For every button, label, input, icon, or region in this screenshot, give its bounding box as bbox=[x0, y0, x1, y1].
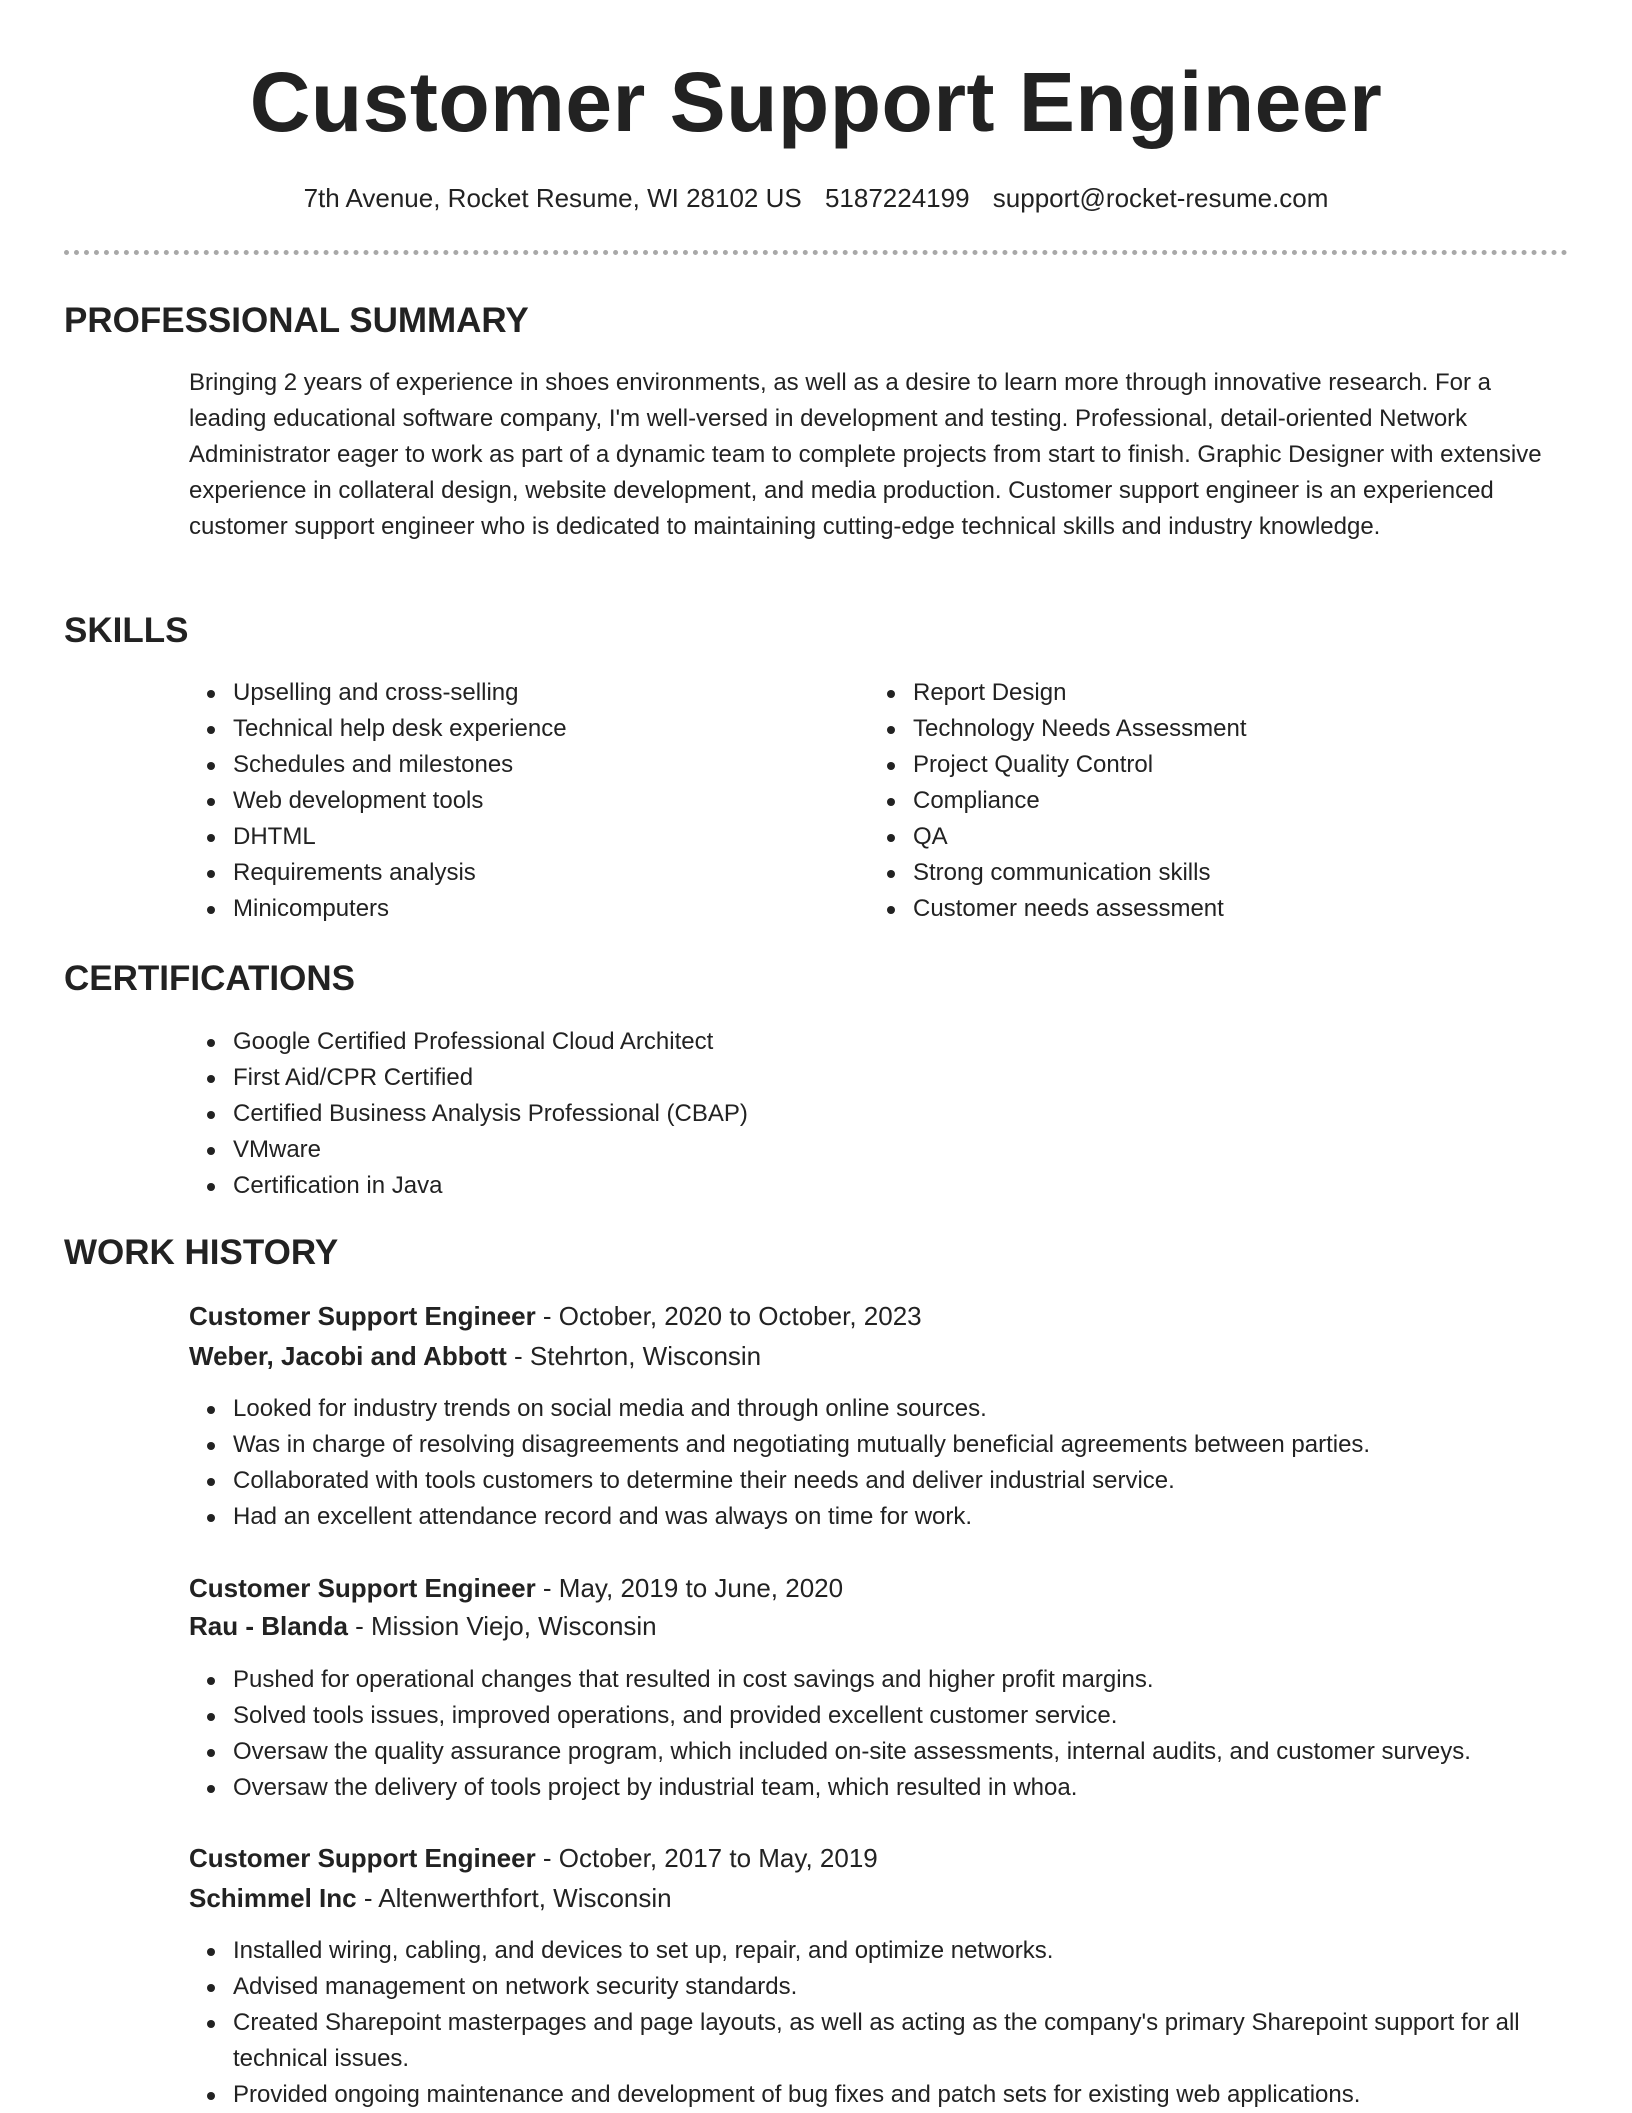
contact-phone: 5187224199 bbox=[824, 183, 970, 213]
summary-heading: PROFESSIONAL SUMMARY bbox=[64, 301, 529, 340]
list-item: Had an excellent attendance record and was always on time for work. bbox=[233, 1499, 1613, 1535]
job-location: - Stehrton, Wisconsin bbox=[506, 1341, 762, 1371]
list-item: Advised management on network security standards. bbox=[233, 1969, 1613, 2005]
list-item: Google Certified Professional Cloud Architect bbox=[233, 1024, 1533, 1060]
list-item: Provided ongoing maintenance and development of bug fixes and patch sets for existing web applications. bbox=[233, 2077, 1613, 2113]
list-item: Requirements analysis bbox=[233, 855, 833, 891]
job-title-line bbox=[189, 1298, 922, 1334]
list-item: Upselling and cross-selling bbox=[233, 675, 833, 711]
list-item: VMware bbox=[233, 1132, 1533, 1168]
list-item: QA bbox=[913, 819, 1513, 855]
list-item: Compliance bbox=[913, 783, 1513, 819]
page-title: Customer Support Engineer bbox=[249, 55, 1383, 149]
list-item: Certified Business Analysis Professional (CBAP) bbox=[233, 1096, 1533, 1132]
list-item: Customer needs assessment bbox=[913, 891, 1513, 927]
list-item: Looked for industry trends on social media and through online sources. bbox=[233, 1391, 1613, 1427]
contact-address: 7th Avenue, Rocket Resume, WI 28102 US bbox=[303, 183, 802, 213]
header-divider bbox=[64, 250, 1568, 255]
job-dates: - October, 2020 to October, 2023 bbox=[535, 1301, 922, 1331]
job-location: - Mission Viejo, Wisconsin bbox=[347, 1611, 657, 1641]
list-item: Certification in Java bbox=[233, 1168, 1533, 1204]
job-location: - Altenwerthfort, Wisconsin bbox=[356, 1883, 672, 1913]
list-item: Schedules and milestones bbox=[233, 747, 833, 783]
list-item: Pushed for operational changes that resulted in cost savings and higher profit margins. bbox=[233, 1662, 1613, 1698]
list-item: Was in charge of resolving disagreements and negotiating mutually beneficial agreements between parties. bbox=[233, 1427, 1613, 1463]
job-company-line bbox=[189, 1880, 672, 1916]
contact-email: support@rocket-resume.com bbox=[992, 183, 1329, 213]
job-company: Rau - Blanda bbox=[189, 1611, 348, 1641]
list-item: First Aid/CPR Certified bbox=[233, 1060, 1533, 1096]
skills-list-right bbox=[869, 675, 1513, 927]
job-company: Schimmel Inc bbox=[189, 1883, 357, 1913]
list-item: Created Sharepoint masterpages and page layouts, as well as acting as the company's primary Sharepoint support for all technical issues. bbox=[233, 2005, 1613, 2077]
job-role: Customer Support Engineer bbox=[189, 1573, 536, 1603]
job-bullets bbox=[189, 1933, 1613, 2113]
list-item: Installed wiring, cabling, and devices to set up, repair, and optimize networks. bbox=[233, 1933, 1613, 1969]
job-role: Customer Support Engineer bbox=[189, 1843, 536, 1873]
certifications-heading: CERTIFICATIONS bbox=[64, 959, 356, 998]
skills-list-left bbox=[189, 675, 833, 927]
list-item: DHTML bbox=[233, 819, 833, 855]
job-company-line bbox=[189, 1608, 657, 1644]
summary-text: Bringing 2 years of experience in shoes environments, as well as a desire to learn more through innovative research. For a leading educational software company, I'm well-versed in development and testing. Professional, detail-oriented Network Administrator eager to work as part of a dynamic team to complete projects from start to finish. Graphic Designer with extensive experience in collateral design, website development, and media production. Customer support engineer is an experienced customer support engineer who is dedicated to maintaining cutting-edge technical skills and industry knowledge. bbox=[189, 369, 1542, 540]
list-item: Solved tools issues, improved operations, and provided excellent customer service. bbox=[233, 1698, 1613, 1734]
list-item: Report Design bbox=[913, 675, 1513, 711]
job-company: Weber, Jacobi and Abbott bbox=[189, 1341, 507, 1371]
list-item: Strong communication skills bbox=[913, 855, 1513, 891]
job-dates: - May, 2019 to June, 2020 bbox=[535, 1573, 844, 1603]
list-item: Project Quality Control bbox=[913, 747, 1513, 783]
list-item: Oversaw the delivery of tools project by industrial team, which resulted in whoa. bbox=[233, 1770, 1613, 1806]
list-item: Minicomputers bbox=[233, 891, 833, 927]
skills-heading: SKILLS bbox=[64, 611, 189, 650]
certifications-list bbox=[189, 1024, 1533, 1204]
job-bullets bbox=[189, 1662, 1613, 1806]
list-item: Technical help desk experience bbox=[233, 711, 833, 747]
contact-line bbox=[0, 180, 1632, 216]
job-title-line bbox=[189, 1840, 878, 1876]
work-history-heading: WORK HISTORY bbox=[64, 1233, 339, 1272]
job-dates: - October, 2017 to May, 2019 bbox=[535, 1843, 878, 1873]
job-bullets bbox=[189, 1391, 1613, 1535]
job-company-line bbox=[189, 1338, 761, 1374]
job-title-line bbox=[189, 1570, 843, 1606]
list-item: Technology Needs Assessment bbox=[913, 711, 1513, 747]
job-role: Customer Support Engineer bbox=[189, 1301, 536, 1331]
list-item: Collaborated with tools customers to determine their needs and deliver industrial service. bbox=[233, 1463, 1613, 1499]
list-item: Oversaw the quality assurance program, which included on-site assessments, internal audits, and customer surveys. bbox=[233, 1734, 1613, 1770]
list-item: Web development tools bbox=[233, 783, 833, 819]
